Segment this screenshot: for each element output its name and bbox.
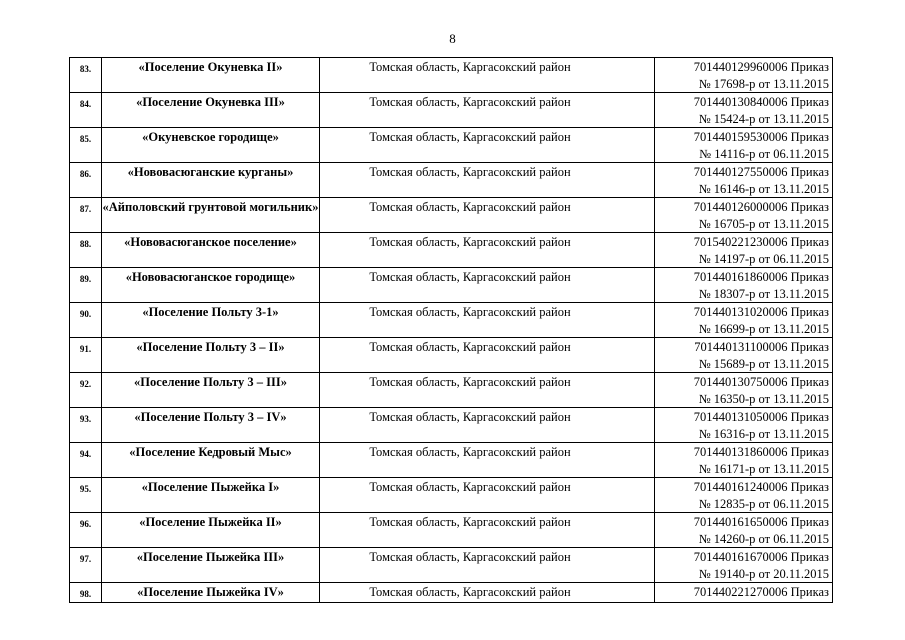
site-name-cell bbox=[102, 443, 320, 478]
registry-number-order: 701440131860006 Приказ bbox=[693, 445, 829, 459]
row-number-cell bbox=[70, 58, 102, 93]
site-name: «Окуневское городище» bbox=[142, 130, 279, 144]
registry-doc-cell bbox=[655, 58, 833, 93]
site-name: «Поселение Польту 3 – III» bbox=[133, 375, 287, 389]
row-number-cell bbox=[70, 233, 102, 268]
registry-number-order: 701440161240006 Приказ bbox=[693, 480, 829, 494]
location: Томская область, Каргасокский район bbox=[369, 60, 571, 74]
registry-doc-cell bbox=[655, 268, 833, 303]
site-name: «Нововасюганское поселение» bbox=[124, 235, 297, 249]
site-name-cell bbox=[102, 233, 320, 268]
row-number: 85. bbox=[79, 134, 92, 144]
row-number: 94. bbox=[79, 449, 92, 459]
row-number: 88. bbox=[79, 239, 92, 249]
page-number: 8 bbox=[449, 31, 456, 46]
location: Томская область, Каргасокский район bbox=[369, 305, 571, 319]
location: Томская область, Каргасокский район bbox=[369, 480, 571, 494]
registry-doc-cell bbox=[655, 303, 833, 338]
table-row bbox=[70, 513, 833, 548]
site-name: «Поселение Кедровый Мыс» bbox=[129, 445, 292, 459]
site-name-cell bbox=[102, 373, 320, 408]
row-number: 86. bbox=[79, 169, 92, 179]
row-number-cell bbox=[70, 513, 102, 548]
site-name-cell bbox=[102, 583, 320, 603]
table-row bbox=[70, 478, 833, 513]
order-details: № 14260-р от 06.11.2015 bbox=[698, 532, 829, 546]
order-details: № 15424-р от 13.11.2015 bbox=[698, 112, 829, 126]
location: Томская область, Каргасокский район bbox=[369, 585, 571, 599]
location: Томская область, Каргасокский район bbox=[369, 550, 571, 564]
registry-number-order: 701440130840006 Приказ bbox=[693, 95, 829, 109]
registry-number-order: 701440131050006 Приказ bbox=[693, 410, 829, 424]
site-name: «Поселение Польту 3 – II» bbox=[136, 340, 285, 354]
registry-number-order: 701440159530006 Приказ bbox=[693, 130, 829, 144]
order-details: № 16316-р от 13.11.2015 bbox=[698, 427, 829, 441]
table-row bbox=[70, 408, 833, 443]
site-name-cell bbox=[102, 338, 320, 373]
registry-doc-cell bbox=[655, 93, 833, 128]
table-row bbox=[70, 163, 833, 198]
registry-number-order: 701440127550006 Приказ bbox=[693, 165, 829, 179]
location-cell bbox=[320, 268, 655, 303]
site-name-cell bbox=[102, 548, 320, 583]
site-name-cell bbox=[102, 478, 320, 513]
site-name: «Айполовский грунтовой могильник» bbox=[102, 200, 319, 214]
location: Томская область, Каргасокский район bbox=[369, 340, 571, 354]
site-name: «Поселение Пыжейка II» bbox=[139, 515, 282, 529]
row-number: 84. bbox=[79, 99, 92, 109]
site-name-cell bbox=[102, 303, 320, 338]
site-name: «Поселение Пыжейка I» bbox=[141, 480, 280, 494]
order-details: № 14197-р от 06.11.2015 bbox=[698, 252, 829, 266]
registry-number-order: 701440129960006 Приказ bbox=[693, 60, 829, 74]
registry-number-order: 701440126000006 Приказ bbox=[693, 200, 829, 214]
order-details: № 15689-р от 13.11.2015 bbox=[698, 357, 829, 371]
row-number-cell bbox=[70, 93, 102, 128]
table-row bbox=[70, 338, 833, 373]
row-number-cell bbox=[70, 583, 102, 603]
table-row bbox=[70, 93, 833, 128]
site-name: «Поселение Пыжейка IV» bbox=[137, 585, 284, 599]
row-number: 83. bbox=[79, 64, 92, 74]
site-name-cell bbox=[102, 268, 320, 303]
order-details: № 19140-р от 20.11.2015 bbox=[698, 567, 829, 581]
table-row bbox=[70, 58, 833, 93]
table-row bbox=[70, 443, 833, 478]
row-number: 89. bbox=[79, 274, 92, 284]
location-cell bbox=[320, 408, 655, 443]
order-details: № 16705-р от 13.11.2015 bbox=[698, 217, 829, 231]
order-details bbox=[655, 600, 832, 602]
row-number-cell bbox=[70, 338, 102, 373]
site-name-cell bbox=[102, 408, 320, 443]
location-cell bbox=[320, 58, 655, 93]
site-name: «Нововасюганские курганы» bbox=[127, 165, 294, 179]
row-number-cell bbox=[70, 373, 102, 408]
location: Томская область, Каргасокский район bbox=[369, 515, 571, 529]
order-details: № 16146-р от 13.11.2015 bbox=[698, 182, 829, 196]
site-name: «Поселение Окуневка III» bbox=[136, 95, 285, 109]
order-details: № 16699-р от 13.11.2015 bbox=[698, 322, 829, 336]
table-row bbox=[70, 268, 833, 303]
registry-doc-cell bbox=[655, 583, 833, 603]
row-number-cell bbox=[70, 163, 102, 198]
location-cell bbox=[320, 233, 655, 268]
registry-number-order: 701440131100006 Приказ bbox=[694, 340, 829, 354]
row-number: 92. bbox=[79, 379, 92, 389]
row-number-cell bbox=[70, 268, 102, 303]
row-number: 97. bbox=[79, 554, 92, 564]
registry-number-order: 701440161860006 Приказ bbox=[693, 270, 829, 284]
site-name-cell bbox=[102, 513, 320, 548]
table-row bbox=[70, 583, 833, 603]
table-row bbox=[70, 373, 833, 408]
registry-number-order: 701440161650006 Приказ bbox=[693, 515, 829, 529]
order-details: № 17698-р от 13.11.2015 bbox=[698, 77, 829, 91]
order-details: № 16171-р от 13.11.2015 bbox=[698, 462, 829, 476]
order-details: № 16350-р от 13.11.2015 bbox=[698, 392, 829, 406]
table-row bbox=[70, 128, 833, 163]
order-details: № 18307-р от 13.11.2015 bbox=[698, 287, 829, 301]
registry-doc-cell bbox=[655, 128, 833, 163]
table-row bbox=[70, 303, 833, 338]
site-name: «Поселение Пыжейка III» bbox=[136, 550, 285, 564]
location: Томская область, Каргасокский район bbox=[369, 130, 571, 144]
site-name-cell bbox=[102, 198, 320, 233]
location-cell bbox=[320, 373, 655, 408]
registry-doc-cell bbox=[655, 163, 833, 198]
location: Томская область, Каргасокский район bbox=[369, 375, 571, 389]
row-number: 95. bbox=[79, 484, 92, 494]
location: Томская область, Каргасокский район bbox=[369, 235, 571, 249]
location: Томская область, Каргасокский район bbox=[369, 445, 571, 459]
row-number: 98. bbox=[79, 589, 92, 599]
registry-number-order: 701440131020006 Приказ bbox=[693, 305, 829, 319]
site-name-cell bbox=[102, 58, 320, 93]
location-cell bbox=[320, 443, 655, 478]
location: Томская область, Каргасокский район bbox=[369, 410, 571, 424]
location-cell bbox=[320, 513, 655, 548]
site-name: «Поселение Польту 3 – IV» bbox=[134, 410, 287, 424]
location-cell bbox=[320, 583, 655, 603]
location: Томская область, Каргасокский район bbox=[369, 200, 571, 214]
location: Томская область, Каргасокский район bbox=[369, 270, 571, 284]
site-name: «Поселение Окуневка II» bbox=[138, 60, 283, 74]
location-cell bbox=[320, 478, 655, 513]
registry-number-order: 701440161670006 Приказ bbox=[693, 550, 829, 564]
registry-doc-cell bbox=[655, 478, 833, 513]
heritage-registry-table bbox=[69, 57, 833, 603]
row-number: 87. bbox=[79, 204, 92, 214]
registry-doc-cell bbox=[655, 198, 833, 233]
row-number-cell bbox=[70, 443, 102, 478]
row-number-cell bbox=[70, 548, 102, 583]
order-details: № 12835-р от 06.11.2015 bbox=[698, 497, 829, 511]
order-details: № 14116-р от 06.11.2015 bbox=[699, 147, 829, 161]
table-row bbox=[70, 548, 833, 583]
row-number: 91. bbox=[79, 344, 92, 354]
location: Томская область, Каргасокский район bbox=[369, 165, 571, 179]
registry-doc-cell bbox=[655, 443, 833, 478]
location-cell bbox=[320, 163, 655, 198]
registry-doc-cell bbox=[655, 373, 833, 408]
site-name-cell bbox=[102, 128, 320, 163]
table-row bbox=[70, 198, 833, 233]
row-number: 90. bbox=[79, 309, 92, 319]
location-cell bbox=[320, 128, 655, 163]
row-number: 93. bbox=[79, 414, 92, 424]
registry-number-order: 701440221270006 Приказ bbox=[693, 585, 829, 599]
location-cell bbox=[320, 548, 655, 583]
registry-doc-cell bbox=[655, 408, 833, 443]
row-number-cell bbox=[70, 408, 102, 443]
location-cell bbox=[320, 93, 655, 128]
row-number-cell bbox=[70, 128, 102, 163]
registry-doc-cell bbox=[655, 548, 833, 583]
row-number-cell bbox=[70, 303, 102, 338]
row-number: 96. bbox=[79, 519, 92, 529]
registry-number-order: 701540221230006 Приказ bbox=[693, 235, 829, 249]
site-name-cell bbox=[102, 93, 320, 128]
registry-doc-cell bbox=[655, 233, 833, 268]
site-name-cell bbox=[102, 163, 320, 198]
location-cell bbox=[320, 303, 655, 338]
registry-doc-cell bbox=[655, 513, 833, 548]
location: Томская область, Каргасокский район bbox=[369, 95, 571, 109]
table-row bbox=[70, 233, 833, 268]
location-cell bbox=[320, 198, 655, 233]
site-name: «Нововасюганское городище» bbox=[125, 270, 296, 284]
registry-doc-cell bbox=[655, 338, 833, 373]
row-number-cell bbox=[70, 478, 102, 513]
location-cell bbox=[320, 338, 655, 373]
registry-number-order: 701440130750006 Приказ bbox=[693, 375, 829, 389]
site-name: «Поселение Польту 3-1» bbox=[142, 305, 279, 319]
row-number-cell bbox=[70, 198, 102, 233]
